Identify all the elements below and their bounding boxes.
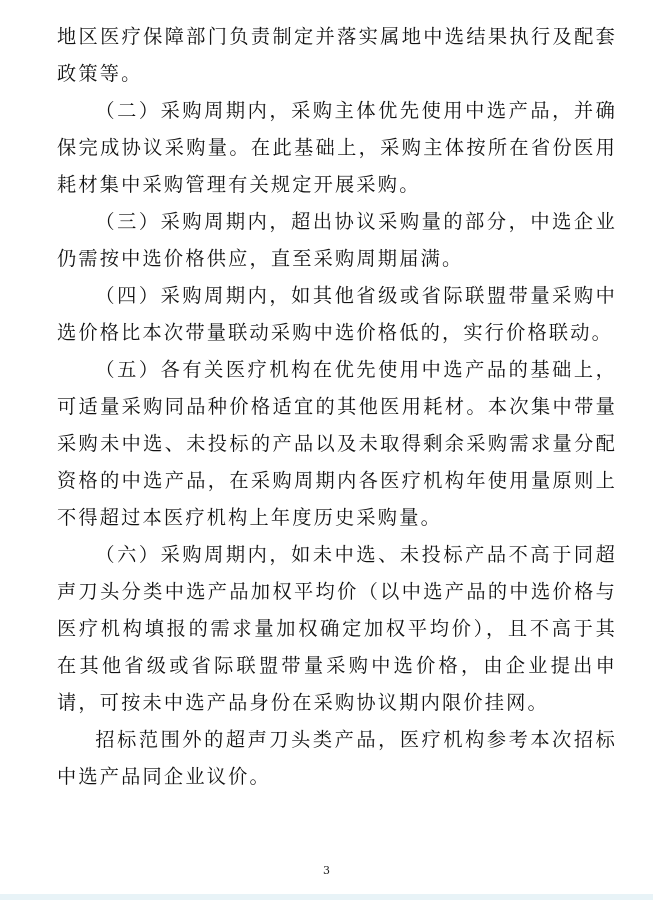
paragraph-continuation: 地区医疗保障部门负责制定并落实属地中选结果执行及配套政策等。 <box>57 25 617 85</box>
paragraph-out-of-scope: 招标范围外的超声刀头类产品，医疗机构参考本次招标中选产品同企业议价。 <box>57 728 617 788</box>
paragraph-item-2: （二）采购周期内，采购主体优先使用中选产品，并确保完成协议采购量。在此基础上，采购主体按所在省份医用耗材集中采购管理有关规定开展采购。 <box>57 99 617 196</box>
viewer-bottom-edge <box>0 894 653 900</box>
paragraph-item-5: （五）各有关医疗机构在优先使用中选产品的基础上，可适量采购同品种价格适宜的其他医用耗材。本次集中带量采购未中选、未投标的产品以及未取得剩余采购需求量分配资格的中选产品，在采购周期内各医疗机构年使用量原则上不得超过本医疗机构上年度历史采购量。 <box>57 358 617 529</box>
page-number: 3 <box>323 864 330 877</box>
paragraph-item-4: （四）采购周期内，如其他省级或省际联盟带量采购中选价格比本次带量联动采购中选价格低的，实行价格联动。 <box>57 284 617 344</box>
document-body <box>57 18 617 795</box>
paragraph-item-3: （三）采购周期内，超出协议采购量的部分，中选企业仍需按中选价格供应，直至采购周期届满。 <box>57 210 617 270</box>
paragraph-item-6: （六）采购周期内，如未中选、未投标产品不高于同超声刀头分类中选产品加权平均价（以中选产品的中选价格与医疗机构填报的需求量加权确定加权平均价），且不高于其在其他省级或省际联盟带量采购中选价格，由企业提出申请，可按未中选产品身份在采购协议期内限价挂网。 <box>57 543 617 714</box>
